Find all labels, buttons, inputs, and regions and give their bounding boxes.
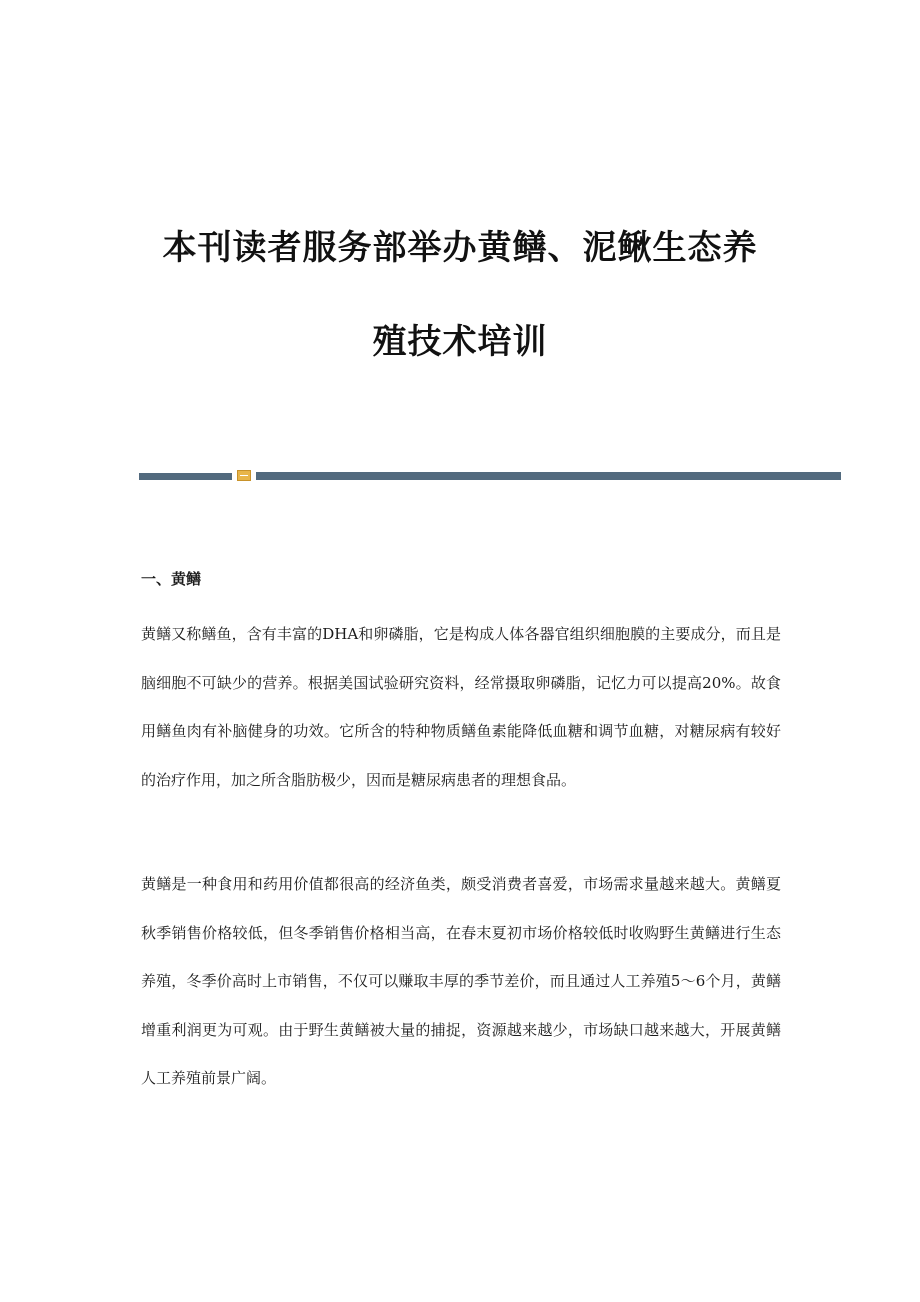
section-heading: 一、黄鳝	[141, 570, 202, 588]
page-title-line-1: 本刊读者服务部举办黄鳝、泥鳅生态养	[162, 228, 758, 268]
page-title-line-2: 殖技术培训	[372, 322, 548, 362]
body-paragraph-2: 黄鳝是一种食用和药用价值都很高的经济鱼类，颇受消费者喜爱，市场需求量越来越大。黄鳝夏秋季销售价格较低，但冬季销售价格相当高，在春末夏初市场价格较低时收购野生黄鳝进行生态养殖，冬季价高时上市销售，不仅可以赚取丰厚的季节差价，而且通过人工养殖5～6个月，黄鳝增重利润更为可观。由于野生黄鳝被大量的捕捉，资源越来越少，市场缺口越来越大，开展黄鳝人工养殖前景广阔。	[141, 875, 781, 1087]
title-divider	[139, 470, 841, 482]
body-paragraph-1: 黄鳝又称鳝鱼，含有丰富的DHA和卵磷脂，它是构成人体各器官组织细胞膜的主要成分，而且是脑细胞不可缺少的营养。根据美国试验研究资料，经常摄取卵磷脂，记忆力可以提高20%。故食用鳝鱼肉有补脑健身的功效。它所含的特种物质鳝鱼素能降低血糖和调节血糖，对糖尿病有较好的治疗作用，加之所含脂肪极少，因而是糖尿病患者的理想食品。	[141, 625, 781, 789]
divider-ornament-icon	[237, 470, 251, 481]
divider-bar-left	[139, 473, 232, 480]
divider-bar-right	[256, 472, 841, 480]
